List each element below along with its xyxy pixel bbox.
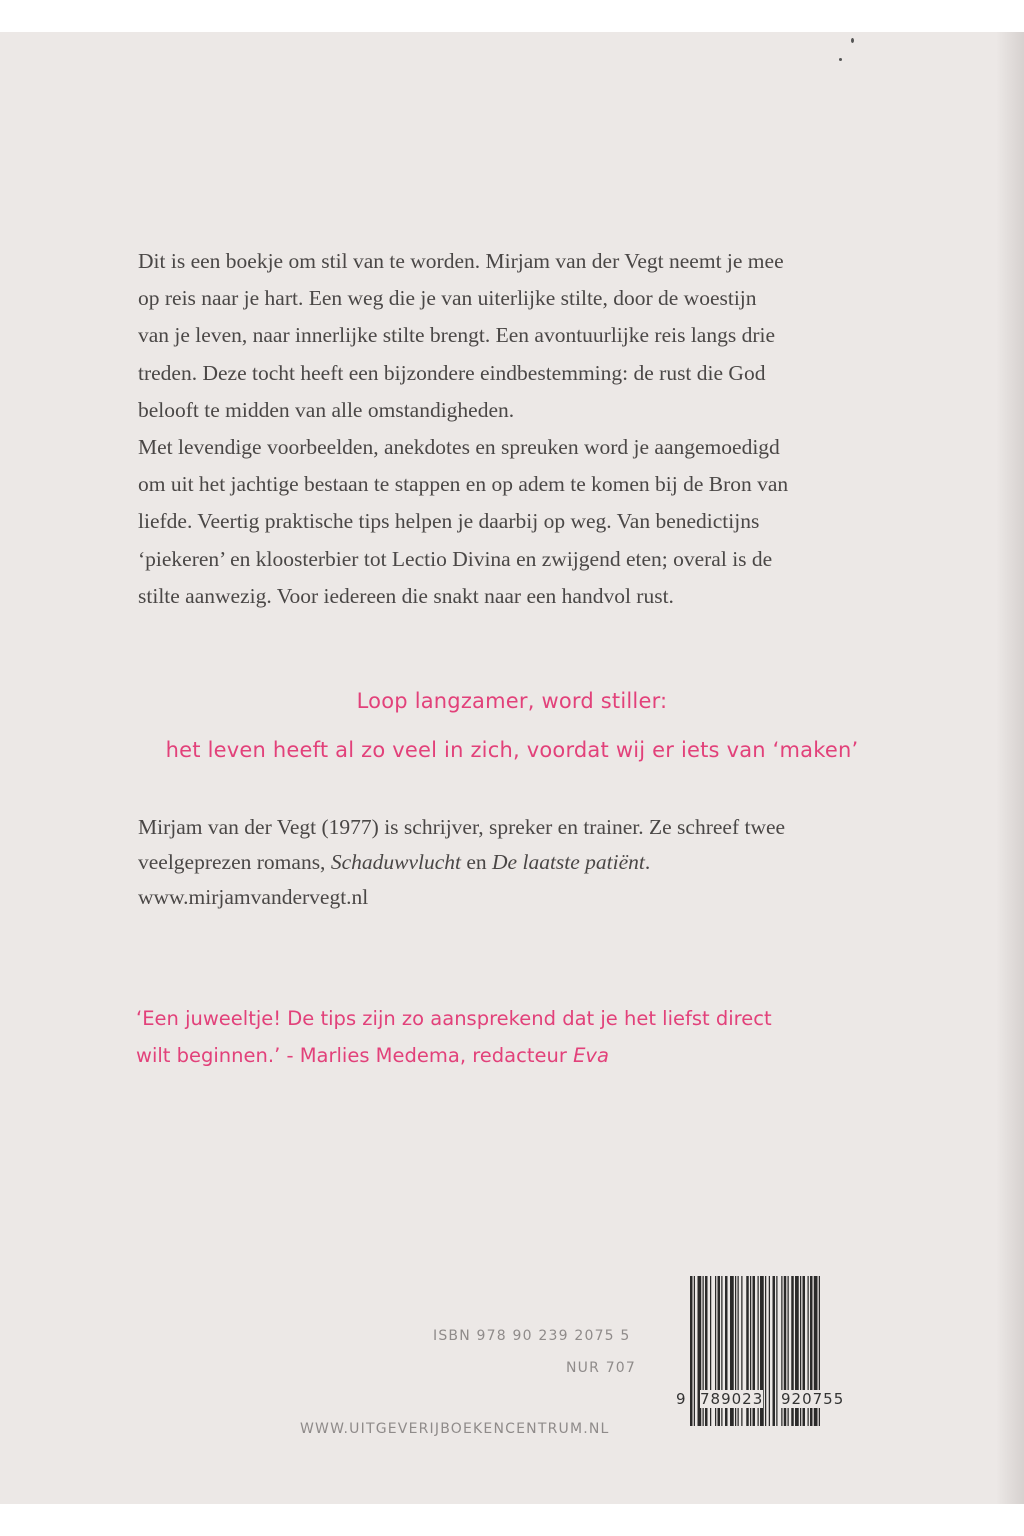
blurb-line: Dit is een boekje om stil van te worden. Mirjam van der Vegt neemt je mee <box>138 249 784 273</box>
book-title-2: De laatste patiënt <box>492 850 645 874</box>
blurb-line: Met levendige voorbeelden, anekdotes en spreuken word je aangemoedigd <box>138 435 780 460</box>
blurb-line: ‘piekeren’ en kloosterbier tot Lectio Divina en zwijgend eten; overal is de <box>138 546 773 571</box>
publisher-website: WWW.UITGEVERIJBOEKENCENTRUM.NL <box>300 1421 610 1437</box>
author-website: www.mirjamvandervegt.nl <box>138 885 369 909</box>
barcode-bar <box>765 1276 766 1426</box>
cover-edge-shadow <box>996 32 1024 1504</box>
barcode-bar <box>769 1276 770 1426</box>
blurb-line: op reis naar je hart. Een weg die je van uiterlijke stilte, door de woestijn <box>138 286 757 311</box>
blurb-line: treden. Deze tocht heeft een bijzondere eindbestemming: de rust die God <box>138 360 766 385</box>
praise-text: wilt beginnen.’ - Marlies Medema, redacteur <box>136 1044 574 1067</box>
praise-quote <box>136 1000 856 1074</box>
barcode-bar <box>690 1276 693 1426</box>
blurb-line: van je leven, naar innerlijke stilte brengt. Een avontuurlijke reis langs drie <box>138 323 776 348</box>
bio-line-2 <box>138 845 898 880</box>
praise-line-1: ‘Een juweeltje! De tips zijn zo aansprekend dat je het liefst direct <box>136 1007 772 1030</box>
blurb-text <box>138 243 878 615</box>
author-bio <box>138 810 898 915</box>
blurb-line: stilte aanwezig. Voor iedereen die snakt naar een handvol rust. <box>138 583 674 608</box>
quote-line-2: het leven heeft al zo veel in zich, voordat wij er iets van ‘maken’ <box>165 738 859 762</box>
blurb-line: belooft te midden van alle omstandigheden. <box>138 397 515 422</box>
bio-text: veelgeprezen romans, <box>138 850 331 874</box>
bio-text: en <box>460 850 493 874</box>
bio-text: . <box>644 850 651 874</box>
barcode-bar <box>694 1276 695 1426</box>
barcode-group-1: 789023 <box>700 1390 764 1408</box>
blurb-line: om uit het jachtige bestaan te stappen en op adem te komen bij de Bron van <box>138 472 789 497</box>
magazine-name: Eva <box>573 1044 609 1067</box>
barcode-group-2: 920755 <box>781 1390 845 1408</box>
barcode-bar <box>773 1276 776 1426</box>
nur-text: NUR 707 <box>566 1360 637 1376</box>
blurb-line: liefde. Veertig praktische tips helpen je daarbij op weg. Van benedictijns <box>138 509 760 534</box>
isbn-text: ISBN 978 90 239 2075 5 <box>433 1328 631 1344</box>
barcode-bar <box>776 1276 777 1426</box>
cover-speck <box>851 38 854 43</box>
praise-line-2 <box>136 1037 856 1074</box>
bio-line-1: Mirjam van der Vegt (1977) is schrijver, spreker en trainer. Ze schreef twee <box>138 815 786 839</box>
barcode-lead-digit: 9 <box>676 1390 687 1408</box>
quote-line-1: Loop langzamer, word stiller: <box>356 689 668 713</box>
book-title-1: Schaduwvlucht <box>330 850 461 874</box>
cover-speck <box>839 58 842 61</box>
